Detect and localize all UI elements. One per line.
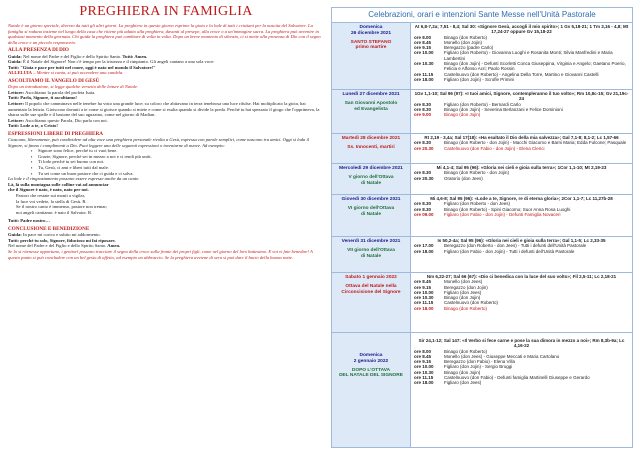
mass-entry: ore 9.15 Beregazzo (don Jojin) [414,284,488,290]
readings: Sir 24,1-12; Sal 147: «Il Verbo si fece carne e pose la sua dimora in mezzo a noi»; Rm 8,3b-9a; Lc 4,16-22 [418,338,625,349]
prayer-list [8,148,324,176]
mass-entry: ore 18.00 Figliaro (don Jojin) - Scrofle Primini [414,76,515,82]
day-cell [332,273,411,332]
day-cell [332,90,411,133]
day-weekday: Martedì 28 dicembre 2021 [341,136,401,141]
section-title-free-prayer: ESPRESSIONI LIBERE DI PREGHIERA [8,130,103,137]
song-refrain: che il Signore è nato, è nato, nato per noi. [8,187,89,193]
day-title: di Natale [361,253,381,259]
readings: Is 50,2-4a; Sal 95 (96): «Gloria nei cieli e gioia sulla terra»; Gal 1,1-5; Lc 2,33-35 [437,238,606,243]
schedule-row [332,333,632,448]
mass-entry: ore 20.30 Castelnuovo (don Fabio - don Jojin) - Elena Clerici [414,145,545,151]
mass-entry: ore 8.00 Binago (don Roberto) [414,34,488,40]
day-weekday: Domenica [359,353,383,358]
readings: At 6,8-7,2a; 7,51 - 8,4; Sal 30: «Signore Gesù, accogli il mio spirito»; 1 Gv 5,18-21; 1 Tm 3,16 - 4,8; Mt 17,24-27 oppure Gv 15,18-22 [414,24,629,35]
masses-cell [411,90,632,133]
section-title-presence: ALLA PRESENZA DI DIO [8,47,69,54]
mass-schedule-table [331,7,633,448]
mass-entry: ore 8.30 Binago (don Roberto - don Jojin) [414,170,510,176]
mass-entry: ore 9.15 Beregazzo (padre Carlo) [414,45,494,51]
mass-entry: ore 10.00 Figliaro (don Roberto) - Giovanna Luoghi e Rosanita Monti; Silvia Manfredini e Maria Lambertini [414,50,613,61]
day-weekday: Lunedì 27 dicembre 2021 [342,92,400,97]
song-verse: Pastori che restate sui monti a vigilar, la luce voi vedete, la stella di Gesù. R. [16,193,87,204]
prayer-column [8,4,324,448]
mass-entry: ore 8.30 Figliaro (don Roberto) - Bernardi Carlo [414,101,521,107]
mass-entry: ore 8.30 Binago (don Roberto) - Spini Giacomo; Suor Anna Rosa Luoghi [414,206,571,212]
schedule-row [332,195,632,237]
intro-text: Natale è un giorno speciale, diverso da tutti gli altri giorni. La preghiera in questo giorno esprime la gioia e la lode di tutti i cristiani per la nascita del Salvatore. La famiglia si raduna insieme nel luogo della casa che ritiene più adatto alla preghiera, davanti al presepe, alla croce o a un'immagine sacra. La preghiera può avvenire in qualsiasi momento della giornata. Chi guida la preghiera può cambiare di volta in volta. Dopo un breve momento di silenzio, ci si mette alla presenza di Dio con il segno della croce e un piccolo responsorio. [8,23,321,45]
prayer-line: Tutti: Padre nostro… [8,218,51,224]
mass-entry: ore 10.30 Binago (don Jojin) [414,295,481,301]
list-item: ▪ Ti lodo perché tu sei buono con noi. [38,159,324,165]
day-title: ed Evangelista [354,106,388,112]
day-title: primo martire [355,45,387,51]
mass-entry: ore 20.30 Oratorio (don Jees) [414,175,483,181]
day-weekday: Domenica [359,25,383,30]
mass-entry: ore 11.15 Castelnuovo (don Roberto) - Angelina Della Torre, Martino e Giovanni Castelli [414,71,599,77]
readings: Nm 6,22-27; Sal 66 (67): «Dio ci benedica con la luce del suo volto»; Fil 2,5-11; Lc 2,18-21 [426,274,617,279]
day-cell [332,134,411,163]
prayer-line: Guida: È il Natale del Signore! Non c'è tempo per la tristezza e il rimpianto. Gli angeli cantano a una sola voce: [8,59,215,65]
day-title: Circoncisione del Signore [341,289,401,295]
masses-cell [411,134,632,163]
day-title: VI giorno dell'Ottava [347,205,395,211]
schedule-header: Celebrazioni, orari e intenzioni Sante Messe nell'Unità Pastorale [332,8,632,23]
mass-entry: ore 10.00 Figliaro (don Jojin) - Sergio Broggi [414,364,513,370]
masses-cell [411,195,632,236]
readings: Rt 2,19 - 3,4a; Sal 17(18): «Ha esaltato il Dio della mia salvezza»; Gal 7,1-8; 8,1-2; Lc 1,57-66 [424,135,619,140]
day-cell [332,195,411,236]
mass-entry: ore 8.00 Binago (don Roberto) [414,348,488,354]
list-item: ▪ Tu sei come un buon pastore che ci guida e ci salva. [38,171,324,177]
prayer-line: Nel nome del Padre e del Figlio e dello Spirito Santo. Amen. [8,243,121,249]
prayer-line: Tutti: Lode a te, o Cristo! [8,123,58,129]
day-title: DEL NATALE DEL SIGNORE [339,373,403,379]
masses-cell [411,333,632,448]
song-verse: Se il nostro canto è immenso, pastore non tremar; noi angeli cantiamo: è nato il Salvator. R. [16,204,108,215]
list-item: ▪ Signore sono felice, perché tu ci vuoi bene. [38,148,324,154]
mass-entry: ore 18.00 Binago (don Roberto) [414,305,488,311]
day-weekday: Sabato 1 gennaio 2022 [345,275,397,280]
day-title: Ss. Innocenti, martiri [347,144,395,150]
page-title: PREGHIERA IN FAMIGLIA [79,4,253,19]
mass-entry: ore 8.45 Monello (don Jojin) [414,39,483,45]
masses-cell [411,164,632,194]
mass-entry: ore 09.00 Figliaro (don Fabio - don Jojin) - Defunti Famiglia Novaceri [414,211,561,217]
list-item: ▪ Tu, Gesù, ci ami e liberi tutti dal male. [38,165,324,171]
prayer-line: Tutti: perché tu solo, Signore, fiducioso mi fai riposare. [8,237,116,243]
mass-entry: ore 9.00 Binago (don Jojin) [414,112,481,118]
readings: Mi 4,1-4; Sal 95 (96): «Gloria nei cieli e gioia sulla terra»; 1Cor 1,1-10; Mt 2,19-23 [436,165,607,170]
day-weekday: Venerdì 31 dicembre 2021 [341,239,401,244]
mass-entry: ore 9.15 Beregazzo (don Fabio) - Elena Villa [414,359,515,365]
section-title-gospel: ASCOLTIAMO IL VANGELO DI GESÙ [8,77,100,84]
prayer-line: Guida: In pace mi corico e subito mi addormento. [8,232,101,238]
mass-entry: ore 17.00 Beregazzo (don Roberto - don Jees) - Tutti i defunti dell'Unità Pastorale [414,243,587,249]
day-weekday: Mercoledì 29 dicembre 2021 [339,166,403,171]
schedule-row [332,23,632,90]
prayer-line: Tutti: "Gioia e pace per tutti nel cuore, oggi è nato nel mondo il Salvatore!" [8,64,156,70]
day-title: DOPO L'OTTAVA [351,367,391,373]
day-cell [332,23,411,89]
schedule-row [332,134,632,164]
mass-entry: ore 18.00 Figliaro (don Jees) [414,380,482,386]
alleluia-line: ALLELUIA – Mentre si canta, si può accendere una candela. [8,70,124,76]
mass-entry: ore 8.30 Binago (don Roberto - don Jojin) - Macchi Giacomo e Barni Maria; Edda Fulcone; Pasquale [414,140,627,146]
day-date: 2 gennaio 2022 [353,358,389,364]
mass-entry: ore 8.45 Monello (don Jees) - Giuseppe Meccati e Maria Cartolano [414,353,560,359]
day-cell [332,237,411,272]
masses-cell [411,23,632,89]
day-title: V giorno dell'Ottava [348,174,394,180]
schedule-row [332,237,632,273]
day-weekday: Giovedì 30 dicembre 2021 [341,197,401,202]
mass-entry: ore 8.45 Monello (don Jees) [414,279,483,285]
day-title: di Natale [361,180,381,186]
prayer-line: Lettore: Ascoltiamo la parola del profeta Isaia. [8,89,96,95]
day-title: SANTO STEFANO [350,39,392,45]
day-date: 26 dicembre 2021 [350,30,391,36]
mass-entry: ore 8.30 Binago (don Jojin) - Severina Berlanzani e Felice Dominioni [414,106,563,112]
masses-cell [411,273,632,332]
section-title-blessing: CONCLUSIONE E BENEDIZIONE [8,226,90,233]
masses-cell [411,237,632,272]
schedule-row [332,273,632,333]
mass-entry: ore 10.30 Binago (don Jojin) [414,369,481,375]
section-note: Dopo un introduzione, si legge qualche versetto delle letture di Natale. [8,84,139,90]
mass-entry: ore 8.30 Figliaro (don Roberto - don Jees) [414,201,511,207]
closing-note: Se lo si ritenesse opportuno, i genitori possono tracciare il segno della croce sulla fronte dei propri figli, come nel giorno del loro battesimo. E voi vi fate benedire! A questo punto si può concludere con un bel gesto di affetto, ad esempio un abbraccio. Se la preghiera avviene di sera si può dare il bacio della buona notte. [8,249,313,260]
song-refrain: Là, là sulla montagna sulle colline vai ad annunciar [8,181,109,187]
schedule-row [332,164,632,195]
list-item: ▪ Grazie, Signore, perché sei in mezzo a noi e ci rendi più uniti. [38,154,324,160]
prayer-line: Tutti: Parla, Signore, ti ascoltiamo! [8,95,77,101]
readings: Mi 4,6-8; Sal 95 (96): «Lode a te, Signore, re di eterna gloria»; 2Cor 1,1-7; Lc 11,27b-28 [430,196,613,201]
mass-entry: ore 11.15 Castelnuovo (don Roberto) [414,300,499,306]
reading-text: Lettore: Il popolo che camminava nelle tenebre ha visto una grande luce; su coloro che abitavano in terra tenebrosa una luce rifulse. Hai moltiplicato la gioia, hai aumentato la letizia. Gioiscono davanti a te come si gioisce quando si miete e come si esulta quando si divide la preda. Perché tu hai spezzato il giogo che l'opprimeva, la sbarra sulle sue spalle e il bastone del suo aguzzino, come nel giorno di Madian. [8,100,320,118]
day-title: VII giorno dell'Ottava [347,247,395,253]
mass-entry: ore 18.00 Figliaro (don Fabio - don Jojin) - Tutti i defunti dell'Unità Pastorale [414,248,575,254]
day-title: San Giovanni Apostolo [344,100,398,106]
mass-entry: ore 10.30 Binago (don Jojin) - Defunti Scorletti Conca Giuseppina, Virginia e Angelo; Gaetano Poerio, Felicia e Alfonso Acri; Paolo Rossin [414,61,626,72]
section-note: Ciascuno, liberamente, può condividere ad alta voce una preghiera personale rivolta a Gesù, espressa con parole semplici, come nascono tra amici. Oggi si loda il Signore, si fanno i complimenti a Dio. Puoi leggere una delle seguenti espressioni o inventarne di nuove. Ad esempio: [8,137,310,148]
day-cell [332,164,411,194]
day-title: di Natale [361,211,381,217]
schedule-row [332,90,632,134]
prayer-line: Guida: Nel nome del Padre e del Figlio e dello Spirito Santo. Tutti: Amen. [8,53,148,59]
mass-entry: ore 10.00 Figliaro (don Jees) [414,289,482,295]
mass-entry: ore 11.15 Castelnuovo (don Fabio) - Defunti famiglia Martinelli Giuseppe e Gerardo [414,375,590,381]
day-title: Ottava del Natale nella [345,283,397,289]
song-note: La lode e il ringraziamento possono essere espresse anche da un canto [8,176,139,182]
day-cell [332,333,411,448]
prayer-line: Lettore: Ascoltiamo questo Parola, Dio parla con noi. [8,117,108,123]
readings: 1Gv 1,1-10; Sal 96 (97): «I tuoi amici, Signore, contempleranno il tuo volto»; Rm 10,8c-15; Gv 21,19c-24 [414,91,629,102]
